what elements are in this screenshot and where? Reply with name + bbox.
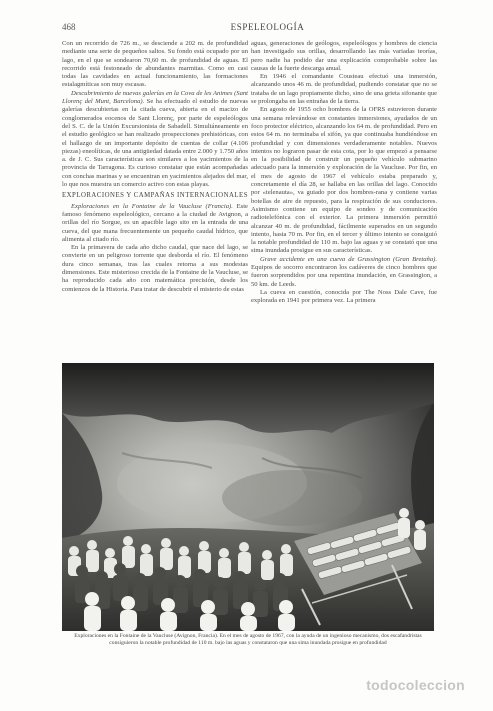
paragraph bbox=[62, 203, 248, 244]
paragraph: En agosto de 1955 ocho hombres de la OFRS estuvieron durante una semana relevándose en constantes inmersiones, ayudados de un foco protector eléctrico, alcanzando los 64 m. de profundidad. Pero en estos 64 m. no terminaba el sifón, ya que continuaba hundiéndose en profundidad y con dimensiones verdaderamente notables. Nuevos intentos no lograron pasar de esta cota, por lo que empezó a pensarse en la posibilidad de construir un pequeño vehículo submarino adecuado para la inmersión y exploración de la Vaucluse. Por fin, en el mes de agosto de 1967 el vehículo estaba preparado y, concretamente el día 28, se hallaba en las orillas del lago. Conocido por «telenauta», va guiado por dos hombres-rana y contiene varias botellas de aire de repuesto, para la respiración de sus conductores. Asimismo contiene un equipo de sondeo y de comunicación radiotelefónica con el exterior. La primera inmersión permitió alcanzar 40 m. de profundidad, fácilmente superados en un segundo intento, hasta 70 m. Por fin, en el tercer y último intento se consiguió la notable profundidad de 110 m. bajo las aguas y se constató que una sima inundada prosigue en sus características. bbox=[251, 106, 437, 255]
paragraph: La cueva en cuestión, conocida por The Noss Dale Cave, fue explorada en 1941 por primera vez. La primera bbox=[251, 288, 437, 305]
paragraph-body: Este famoso fenómeno espeleológico, cercano a la ciudad de Avignon, a orillas del río Sorgue, es un apacible lago sito en la entrada de una cueva, del que mana frecuentemente un pequeño caudal hídrico, que alimenta al citado río. bbox=[62, 202, 248, 243]
paragraph bbox=[62, 90, 248, 190]
paragraph-title: Grave accidente en una cueva de Grassington (Gran Bretaña). bbox=[260, 255, 437, 263]
right-text-column bbox=[251, 40, 437, 362]
paragraph bbox=[251, 256, 437, 289]
cave-photograph bbox=[62, 363, 434, 631]
cave-photo-illustration bbox=[62, 363, 434, 631]
left-text-column bbox=[62, 40, 248, 362]
paragraph: Con un recorrido de 726 m., se desciende a 202 m. de profundidad mediante una serie de pequeños saltos. Su fondo está ocupado por un lago, en el que se sondearon 70,60 m. de profundidad de aguas. El recorrido está festoneado de abundantes marmitas. Como en casi todas las cavidades en actual funcionamiento, las formaciones estalagmíticas son muy escasas. bbox=[62, 40, 248, 89]
running-head: ESPELEOLOGÍA bbox=[230, 22, 305, 32]
paragraph: En 1946 el comandante Cousteau efectuó una inmersión, alcanzando unos 46 m. de profundidad, pudiendo constatar que no se trataba de un lago propiamente dicho, sino de una grieta sifonante que se prolongaba en las entrañas de la tierra. bbox=[251, 73, 437, 106]
paragraph-title: Exploraciones en la Fontaine de la Vaucluse (Francia). bbox=[71, 202, 233, 210]
page-number: 468 bbox=[62, 22, 76, 32]
photo-caption: Exploraciones en la Fontaine de la Vaucluse (Avignon, Francia). En el mes de agosto de 1967, con la ayuda de un ingenioso mecanismo, dos escafandristas consiguieron la notable profundidad de 110 m. bajo las aguas y constataron que una sima inundada prosigue en profundidad bbox=[74, 633, 422, 646]
watermark-logo: todocoleccion bbox=[366, 677, 465, 693]
paragraph-body: Se ha efectuado el estudio de nuevas galerías descubiertas en la citada cueva, abierta en el macizo de conglomerados eocenos de Sant Llorenç, por parte de espeleólogos del S. C. de la Unión Excursionista de Sabadell. Simultáneamente en el estudio geológico se han realizado prospecciones prehistóricas, con el hallazgo de un importante depósito de cuentas de collar (4.106 piezas) eneolíticas, de una antigüedad datada entre 2.000 y 1.750 años a. de J. C. Sus características son similares a los yacimientos de la provincia de Tarragona. Es curioso constatar que están acompañadas con conchas marinas y se encuentran en yacimientos alejados del mar, lo que nos muestra un comercio activo con estas playas. bbox=[62, 98, 248, 189]
paragraph-title: Descubrimiento de nuevas galerías en la Cova de les Animes (Sant Llorenç del Munt, Barcelona). bbox=[62, 89, 248, 106]
paragraph-body: Equipos de socorro encontraron los cadáveres de cinco hombres que fueron sorprendidos por una repentina inundación, en Grassington, a 50 km. de Leeds. bbox=[251, 264, 437, 288]
section-heading: EXPLORACIONES Y CAMPAÑAS INTERNACIONALES bbox=[62, 192, 248, 200]
paragraph: aguas, generaciones de geólogos, espeleólogos y hombres de ciencia han investigado sus orillas, desarrollando las más variadas teorías, pero nadie ha podido dar una explicación comprobable sobre las causas de la fuerte descarga anual. bbox=[251, 40, 437, 72]
page-header bbox=[62, 22, 473, 36]
paragraph: En la primavera de cada año dicho caudal, que nace del lago, se convierte en un peligroso torrente que desborda el río. El fenómeno dura cinco semanas, tras las cuales retorna a sus modestas dimensiones. Este misterioso crecida de la Fontaine de la Vaucluse, se ha reproducido cada año con matemática precisión, desde los comienzos de la Historia. Para tratar de descubrir el misterio de estas bbox=[62, 244, 248, 293]
